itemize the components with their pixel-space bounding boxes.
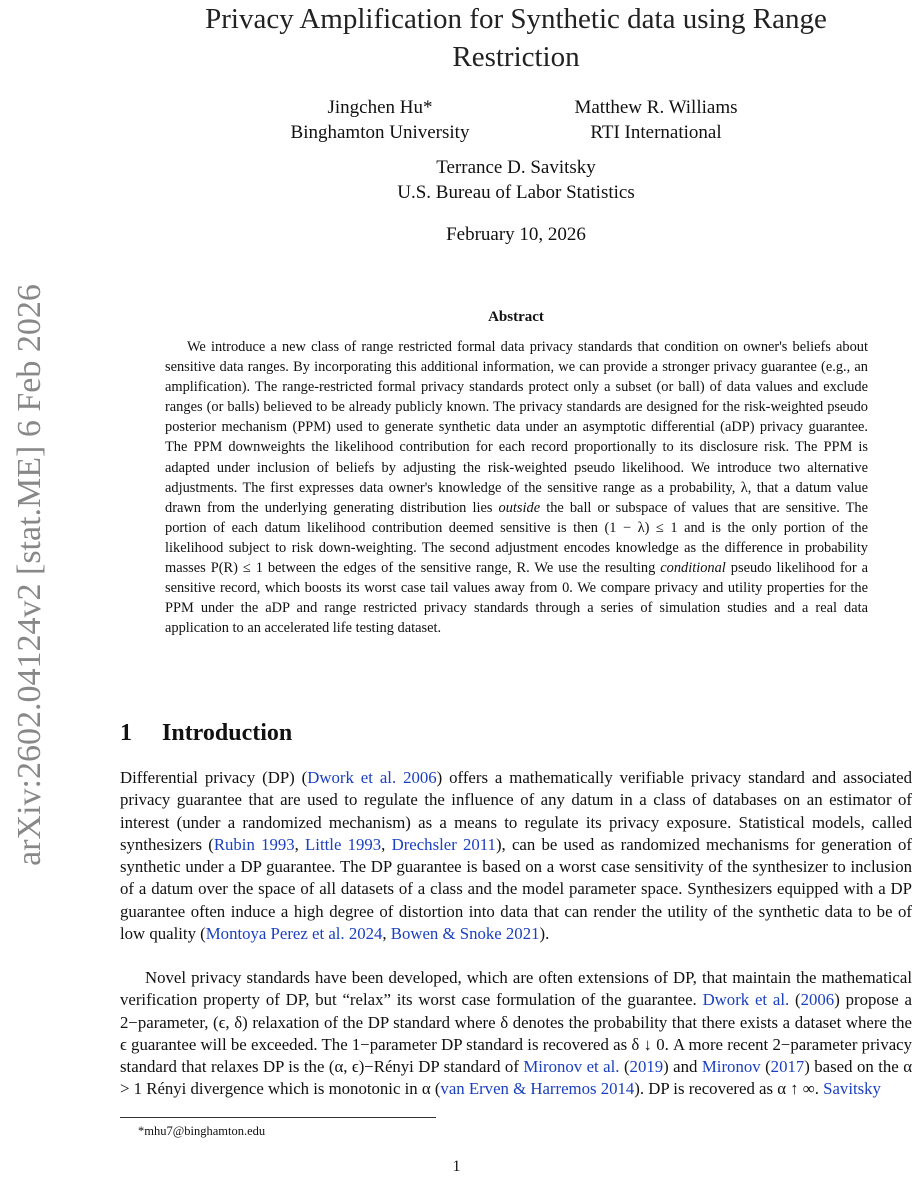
section-number: 1 [120, 720, 132, 746]
body-text: ) propose a 2−parameter, (ϵ, δ) relaxation of the DP standard where δ denotes the probability that there exists a dataset where the ϵ guarantee will be exceeded. The 1−parameter DP standard is recovered as δ ↓ 0. A more recent 2−parameter privacy standard that relaxes DP is the (α, ϵ)−Rényi DP standard of [120, 990, 912, 1077]
citation-link[interactable]: Drechsler 2011 [391, 834, 496, 854]
section-heading [120, 720, 292, 747]
author-affiliation: RTI International [590, 122, 722, 143]
body-text: ) based on the α > 1 Rényi divergence which is monotonic in α ( [120, 1057, 912, 1099]
body-text: ). DP is recovered as α ↑ ∞. [634, 1079, 824, 1099]
body-text: , [382, 924, 391, 944]
citation-link[interactable]: Bowen & Snoke 2021 [390, 924, 540, 944]
abstract-heading: Abstract [488, 309, 544, 325]
citation-link[interactable]: 2006 [800, 990, 835, 1010]
page-number: 1 [452, 1158, 461, 1175]
body-text: ) offers a mathematically verifiable privacy standard and associated privacy guarantee that are used to regulate the influence of any datum in a class of databases on an estimator of interest (under a randomized mechanism) as a means to regulate its privacy exposure. Statistical models, called synthesizers ( [120, 768, 912, 854]
paper-title: Privacy Amplification for Synthetic data using Range Restriction [205, 3, 827, 73]
citation-link[interactable]: Dwork et al. 2006 [307, 768, 437, 787]
footnote-rule [120, 1117, 436, 1118]
body-text: , [381, 834, 392, 854]
body-text: , [294, 834, 306, 854]
section-title: Introduction [162, 720, 293, 746]
author-3 [316, 155, 716, 205]
body-text: Novel privacy standards have been developed, which are often extensions of DP, that maintain the mathematical verification property of DP, but “relax” its worst case formulation of the guarantee. [120, 968, 912, 1010]
citation-link[interactable]: Little 1993 [305, 834, 382, 854]
intro-paragraph-1 [120, 767, 912, 945]
body-text: ( [619, 1057, 630, 1077]
arxiv-stamp: arXiv:2602.04124v2 [stat.ME] 6 Feb 2026 [11, 284, 48, 866]
author-name: Terrance D. Savitsky [436, 157, 596, 178]
intro-paragraph-2 [120, 967, 912, 1101]
citation-link[interactable]: Dwork et al. [702, 990, 790, 1010]
body-text: ( [760, 1057, 771, 1077]
author-affiliation: Binghamton University [290, 122, 470, 143]
author-1 [255, 95, 505, 145]
citation-link[interactable]: 2019 [629, 1057, 664, 1077]
author-2 [536, 95, 776, 145]
author-affiliation: U.S. Bureau of Labor Statistics [397, 182, 635, 203]
citation-link[interactable]: 2017 [770, 1057, 805, 1077]
citation-link[interactable]: Mironov et al. [523, 1057, 620, 1077]
author-name: Jingchen Hu* [327, 97, 433, 118]
citation-link[interactable]: Mironov [701, 1057, 761, 1077]
abstract-emphasis: outside [498, 499, 541, 516]
citation-link[interactable]: Savitsky [823, 1079, 881, 1099]
body-text: ). [539, 924, 550, 944]
abstract-emphasis: conditional [660, 560, 726, 577]
body-text: Differential privacy (DP) ( [120, 768, 308, 787]
abstract-body [165, 337, 868, 638]
citation-link[interactable]: Rubin 1993 [213, 834, 295, 854]
citation-link[interactable]: van Erven & Harremos 2014 [440, 1079, 635, 1099]
abstract-text: the ball or subspace of values that are sensitive. The portion of each datum likelihood contribution deemed sensitive is then (1 − λ) ≤ 1 and is the only portion of the likelihood subject to risk down-weighting. The second adjustment encodes knowledge as the difference in probability masses P(R) ≤ 1 between the edges of the sensitive range, R. We use the resulting [165, 499, 869, 577]
body-text: ) and [663, 1057, 702, 1077]
abstract-text: We introduce a new class of range restricted formal data privacy standards that condition on owner's beliefs about sensitive data ranges. By incorporating this additional information, we can provide a stronger privacy guarantee (e.g., an amplification). The range-restricted formal privacy standards protect only a subset (or ball) of data values and exclude ranges (or balls) believed to be already publicly known. The privacy standards are designed for the risk-weighted pseudo posterior mechanism (PPM) used to generate synthetic data under an asymptotic differential (aDP) privacy guarantee. The PPM downweights the likelihood contribution for each record proportionally to its disclosure risk. The PPM is adapted under inclusion of beliefs by adjusting the risk-weighted pseudo likelihood. We introduce two alternative adjustments. The first expresses data owner's knowledge of the sensitive range as a probability, λ, that a datum value drawn from the underlying generating distribution lies [165, 339, 868, 516]
author-name: Matthew R. Williams [574, 97, 738, 118]
citation-link[interactable]: Montoya Perez et al. 2024 [205, 924, 383, 944]
footnote: *mhu7@binghamton.edu [138, 1124, 266, 1138]
body-text: ), can be used as randomized mechanisms for generation of synthetic under a DP guarantee. The DP guarantee is based on a worst case sensitivity of the synthesizer to inclusion of a datum over the space of all datasets of a class and the model parameter space. Synthesizers equipped with a DP guarantee often induce a high degree of distortion into data that can render the utility of the synthetic data to be of low quality ( [120, 834, 913, 944]
paper-date: February 10, 2026 [446, 224, 586, 245]
abstract-text: pseudo likelihood for a sensitive record, which boosts its worst case tail values away from 0. We compare privacy and utility properties for the PPM under the aDP and range restricted privacy standards through a series of simulation studies and a real data application to an accelerated life testing dataset. [165, 560, 868, 637]
body-text: ( [789, 990, 801, 1010]
